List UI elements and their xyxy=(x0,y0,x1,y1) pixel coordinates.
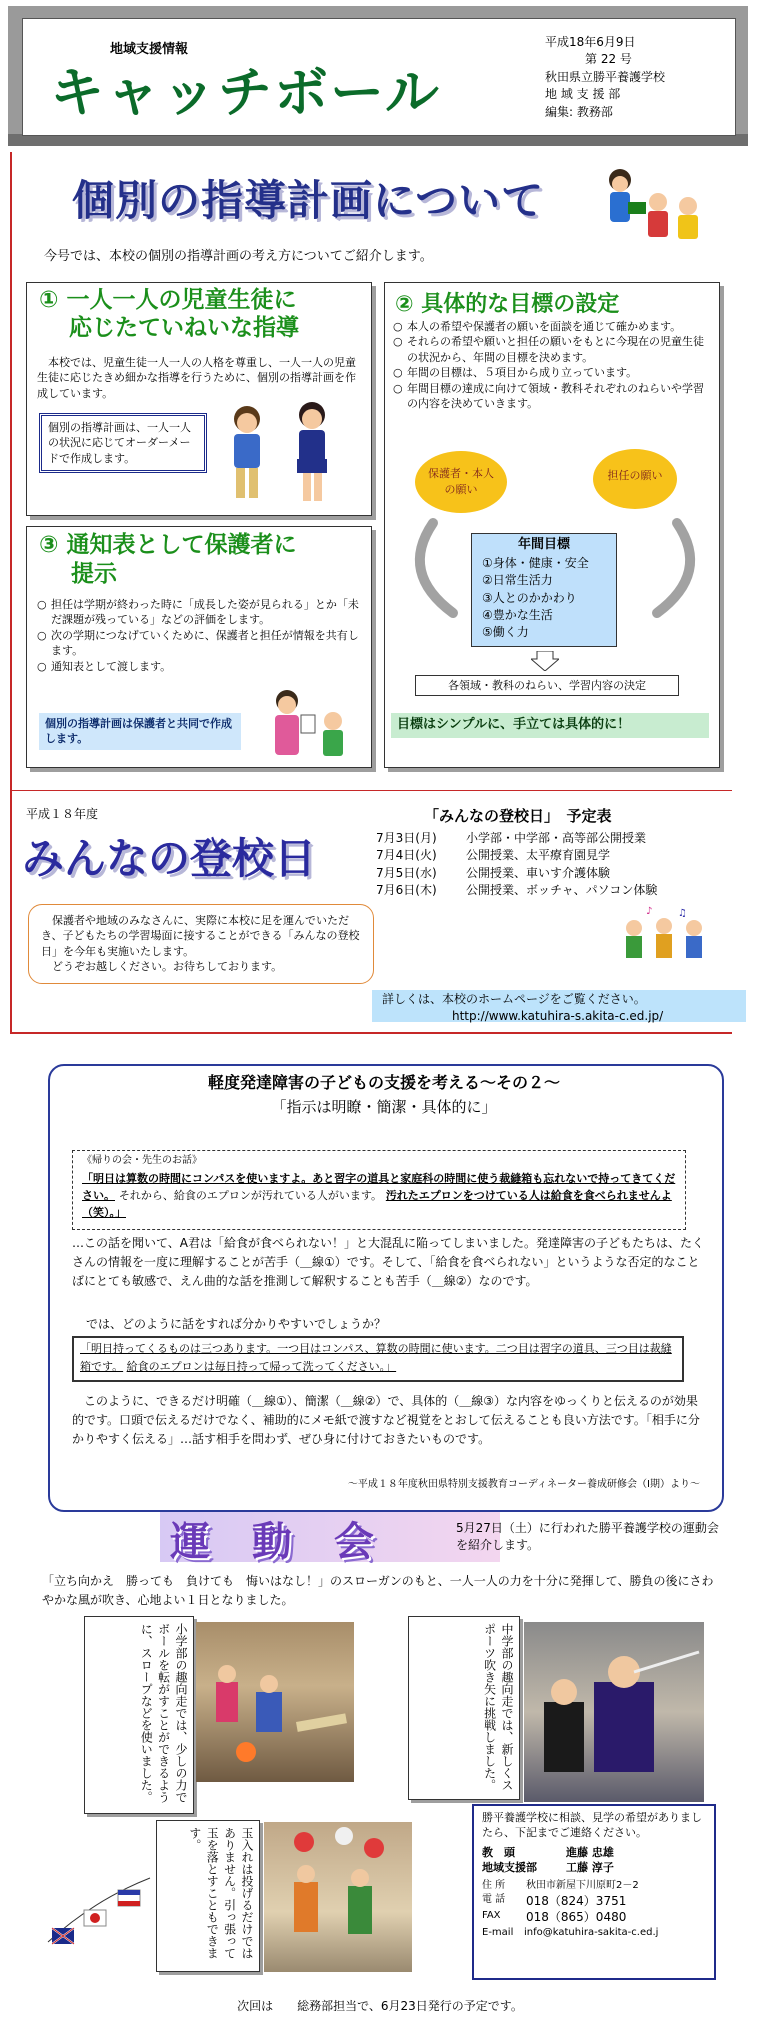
photo-ball-ramp xyxy=(196,1622,354,1782)
answer-part2: 給食のエプロンは毎日持って帰って洗ってください。」 xyxy=(126,1359,397,1373)
quote-text xyxy=(82,1170,678,1221)
support-para1: …この話を聞いて、A君は「給食が食べられない！」と大混乱に陥ってしまいました。発達障害の子どもたちは、たくさんの情報を一度に理解することが苦手（＿線①）です。そして、「給食を食べられない」というような否定的なことばにとても敏感で、えん曲的な話を推測して解釈することも苦手（＿線②）なのです。 xyxy=(72,1236,704,1289)
schedule-row xyxy=(376,830,716,847)
goal-item: ④豊かな生活 xyxy=(482,608,553,623)
box2-list xyxy=(393,319,709,411)
sports-intro: 5月27日（土）に行われた勝平養護学校の運動会を紹介します。 xyxy=(456,1521,719,1553)
schedule-event: 公開授業、太平療育園見学 xyxy=(466,848,611,863)
contact-box xyxy=(472,1804,716,1980)
department: 地 域 支 援 部 xyxy=(545,87,621,102)
photo-blowgun-image xyxy=(524,1622,704,1802)
contact-role: 地域支援部 xyxy=(482,1861,537,1875)
box3-item: ○ 担任は学期が終わった時に「成長した姿が見られる」とか「未だ課題が残っている」などの評価をします。 xyxy=(37,597,359,628)
quote-part2: それから、給食のエプロンが汚れている人がいます。 xyxy=(118,1189,382,1203)
quote-part3: 汚れたエプロンをつけている人は給食を食べられませんよ（笑）。」 xyxy=(82,1189,672,1220)
contact-row xyxy=(482,1893,706,1910)
contact-tel: 018（824）3751 xyxy=(526,1893,627,1908)
contact-fax: 018（865）0480 xyxy=(526,1910,627,1925)
schedule-list xyxy=(376,830,716,900)
box1-title xyxy=(39,287,299,342)
contact-name: 進藤 忠雄 xyxy=(566,1845,614,1859)
header-subtitle: 地域支援情報 xyxy=(110,42,189,57)
issue-number: 第 22 号 xyxy=(585,52,632,67)
plan-box-1 xyxy=(26,282,372,516)
result-box: 各領域・教科のねらい、学習内容の決定 xyxy=(415,675,679,696)
goal-item: ⑤働く力 xyxy=(482,625,529,640)
sports-slogan: 「立ち向かえ 勝っても 負けても 悔いはなし！」のスローガンのもと、一人一人の力を十分に発揮して、勝負の後にさわやかな風が吹き、心地よい１日となりました。 xyxy=(42,1574,714,1607)
support-title: 軽度発達障害の子どもの支援を考える～その２～ xyxy=(207,1073,560,1092)
contact-row xyxy=(482,1926,706,1940)
hp-url[interactable]: http://www.katuhira-s.akita-c.ed.jp/ xyxy=(452,1009,664,1024)
svg-text:♪: ♪ xyxy=(646,906,653,917)
contact-row xyxy=(482,1879,706,1893)
editor: 編集: 教務部 xyxy=(545,104,613,119)
quote-label: 《帰りの会・先生のお話》 xyxy=(82,1155,202,1166)
plan-box-3 xyxy=(26,526,372,768)
contact-address: 秋田市新屋下川原町2－2 xyxy=(526,1879,639,1891)
contact-label: 電 話 xyxy=(482,1893,506,1905)
school-day-message2: どうぞお越しください。お待ちしております。 xyxy=(52,960,283,974)
box2-item: ○ 年間の目標は、５項目から成り立っています。 xyxy=(393,365,709,380)
box1-body: 本校では、児童生徒一人一人の人格を尊重し、一人一人の児童生徒に応じたきめ細かな指導を行うために、個別の指導計画を作成しています。 xyxy=(37,356,356,400)
contact-email[interactable]: info@katuhira-sakita-c.ed.j xyxy=(524,1927,659,1939)
box3-item: ○ 通知表として渡します。 xyxy=(37,659,359,674)
support-para2: このように、できるだけ明確（＿線①）、簡潔（＿線②）で、具体的（＿線③）な内容をゆっくりと伝えるのが効果的です。口頭で伝えるだけでなく、補助的にメモ紙で渡すなど視覚をとおして伝えることも良い方法です。「相手に分かりやすく伝える」…話す相手を問わず、ぜひ身に付けておきたいものです。 xyxy=(72,1394,700,1447)
hp-info xyxy=(372,990,746,1022)
schedule-event: 公開授業、ボッチャ、パソコン体験 xyxy=(466,883,658,898)
contact-row xyxy=(482,1845,706,1860)
hp-note: 詳しくは、本校のホームページをご覧ください。 xyxy=(382,992,646,1006)
goal-title: 年間目標 xyxy=(517,537,570,552)
contact-role: 教 頭 xyxy=(482,1845,515,1859)
schedule-title: 「みんなの登校日」 予定表 xyxy=(424,807,612,825)
support-source: ～平成１８年度秋田県特別支援教育コーディネーター養成研修会（Ⅰ期）より～ xyxy=(347,1479,700,1490)
children-reading-icon xyxy=(598,162,708,242)
schedule-row xyxy=(376,847,716,864)
support-subtitle: 「指示は明瞭・簡潔・具体的に」 xyxy=(271,1098,497,1116)
schedule-date: 7月4日(火) xyxy=(376,848,437,863)
photo-ball-toss xyxy=(264,1822,412,1972)
contact-label: E-mail xyxy=(482,1927,514,1939)
svg-text:♫: ♫ xyxy=(678,908,687,919)
plan-title: 個別の指導計画について xyxy=(72,176,545,225)
box3-title-line2: 提示 xyxy=(71,560,117,587)
contact-label: FAX xyxy=(482,1910,501,1922)
contact-label: 住 所 xyxy=(482,1879,506,1891)
annual-goals-box xyxy=(471,533,617,647)
caption-junior: 中学部の趣向走では、新しくスポーツ吹き矢に挑戦しました。 xyxy=(408,1616,520,1800)
plan-box-2 xyxy=(384,282,720,768)
red-frame-left xyxy=(10,152,12,1032)
flags-icon xyxy=(44,1870,154,1950)
parent-child-icon xyxy=(263,687,359,761)
box3-list xyxy=(37,597,359,674)
school-day-title: みんなの登校日 xyxy=(22,834,317,883)
box1-title-line2: 応じたていねいな指導 xyxy=(69,314,299,341)
box3-note: 個別の指導計画は保護者と共同で作成します。 xyxy=(39,713,241,750)
photo-ball-toss-image xyxy=(264,1822,412,1972)
contact-row xyxy=(482,1860,706,1875)
support-question: では、どのように話をすれば分かりやすいでしょうか？ xyxy=(86,1317,387,1331)
sports-title: 運 動 会 xyxy=(170,1519,388,1565)
school-day-message: 保護者や地域のみなさんに、実際に本校に足を運んでいただき、子どもたちの学習場面に接することができる「みんなの登校日」を今年も実施いたします。 xyxy=(41,914,360,958)
quote-part1: 「明日は算数の時間にコンパスを使いますよ。あと習字の道具と家庭科の時間に使う裁縫箱も忘れないで持ってきてください。 xyxy=(82,1172,676,1203)
singing-children-icon xyxy=(616,904,716,968)
box3-title xyxy=(39,531,296,589)
answer-box xyxy=(72,1336,684,1382)
photo-ball-ramp-image xyxy=(196,1622,354,1782)
newsletter-title: キャッチボール xyxy=(50,61,441,124)
box1-title-line1: ① 一人一人の児童生徒に xyxy=(39,287,297,313)
schedule-date: 7月6日(木) xyxy=(376,883,437,898)
contact-intro: 勝平養護学校に相談、見学の希望がありましたら、下記までご連絡ください。 xyxy=(482,1811,702,1840)
box3-item: ○ 次の学期につなげていくために、保護者と担任が情報を共有します。 xyxy=(37,628,359,659)
box2-item: ○ それらの希望や願いと担任の願いをもとに今現在の児童生徒の状況から、年間の目標を決めます。 xyxy=(393,334,709,365)
box2-footer: 目標はシンプルに、手立ては具体的に！ xyxy=(391,713,709,738)
goal-item: ③人とのかかわり xyxy=(482,590,577,605)
students-illustration-icon xyxy=(217,399,357,509)
schedule-date: 7月3日(月) xyxy=(376,831,437,845)
schedule-date: 7月5日(水) xyxy=(376,865,437,880)
bubble-teacher-wish: 担任の願い xyxy=(593,449,677,509)
caption-elementary: 小学部の趣向走では、少しの力でボールを転がすことができるように、スロープなどを使いました。 xyxy=(84,1616,194,1814)
goal-item: ②日常生活力 xyxy=(482,573,553,588)
contact-name: 工藤 淳子 xyxy=(566,1861,614,1875)
box1-note: 個別の指導計画は、一人一人の状況に応じてオーダーメードで作成します。 xyxy=(39,413,207,473)
schedule-row xyxy=(376,865,716,882)
school-day-year: 平成１８年度 xyxy=(26,807,99,821)
photo-blowgun xyxy=(524,1622,704,1802)
red-divider xyxy=(10,790,732,791)
school-day-message-box xyxy=(28,904,374,984)
schedule-event: 小学部・中学部・高等部公開授業 xyxy=(466,831,647,845)
answer-part1: 「明日持ってくるものは三つあります。一つ目はコンパス、算数の時間に使います。二つ目は習字の道具、三つ目は裁縫箱です。 xyxy=(80,1342,672,1373)
bubble-parent-wish: 保護者・本人の願い xyxy=(415,451,507,513)
box2-item: ○ 本人の希望や保護者の願いを面談を通じて確かめます。 xyxy=(393,319,709,334)
goal-item: ①身体・健康・安全 xyxy=(482,555,589,570)
issue-date: 平成18年6月9日 xyxy=(545,35,636,49)
box2-item: ○ 年間目標の達成に向けて領域・教科それぞれのねらいや学習の内容を決めていきます。 xyxy=(393,381,709,412)
schedule-event: 公開授業、車いす介護体験 xyxy=(466,865,611,880)
down-arrow-icon xyxy=(531,651,559,671)
box2-title: ② 具体的な目標の設定 xyxy=(395,292,620,317)
header-meta xyxy=(545,34,735,121)
red-frame-bottom xyxy=(10,1032,732,1034)
caption-ball-toss: 玉入れは投げるだけではありません。引っ張って玉を落とすこともできます。 xyxy=(156,1820,260,1972)
box3-title-line1: ③ 通知表として保護者に xyxy=(39,532,297,558)
schedule-row xyxy=(376,882,716,899)
school-name: 秋田県立勝平養護学校 xyxy=(545,69,666,84)
plan-intro: 今号では、本校の個別の指導計画の考え方についてご紹介します。 xyxy=(44,249,433,264)
contact-row xyxy=(482,1909,706,1926)
next-issue-note: 次回は 総務部担当で、6月23日発行の予定です。 xyxy=(237,1999,523,2013)
